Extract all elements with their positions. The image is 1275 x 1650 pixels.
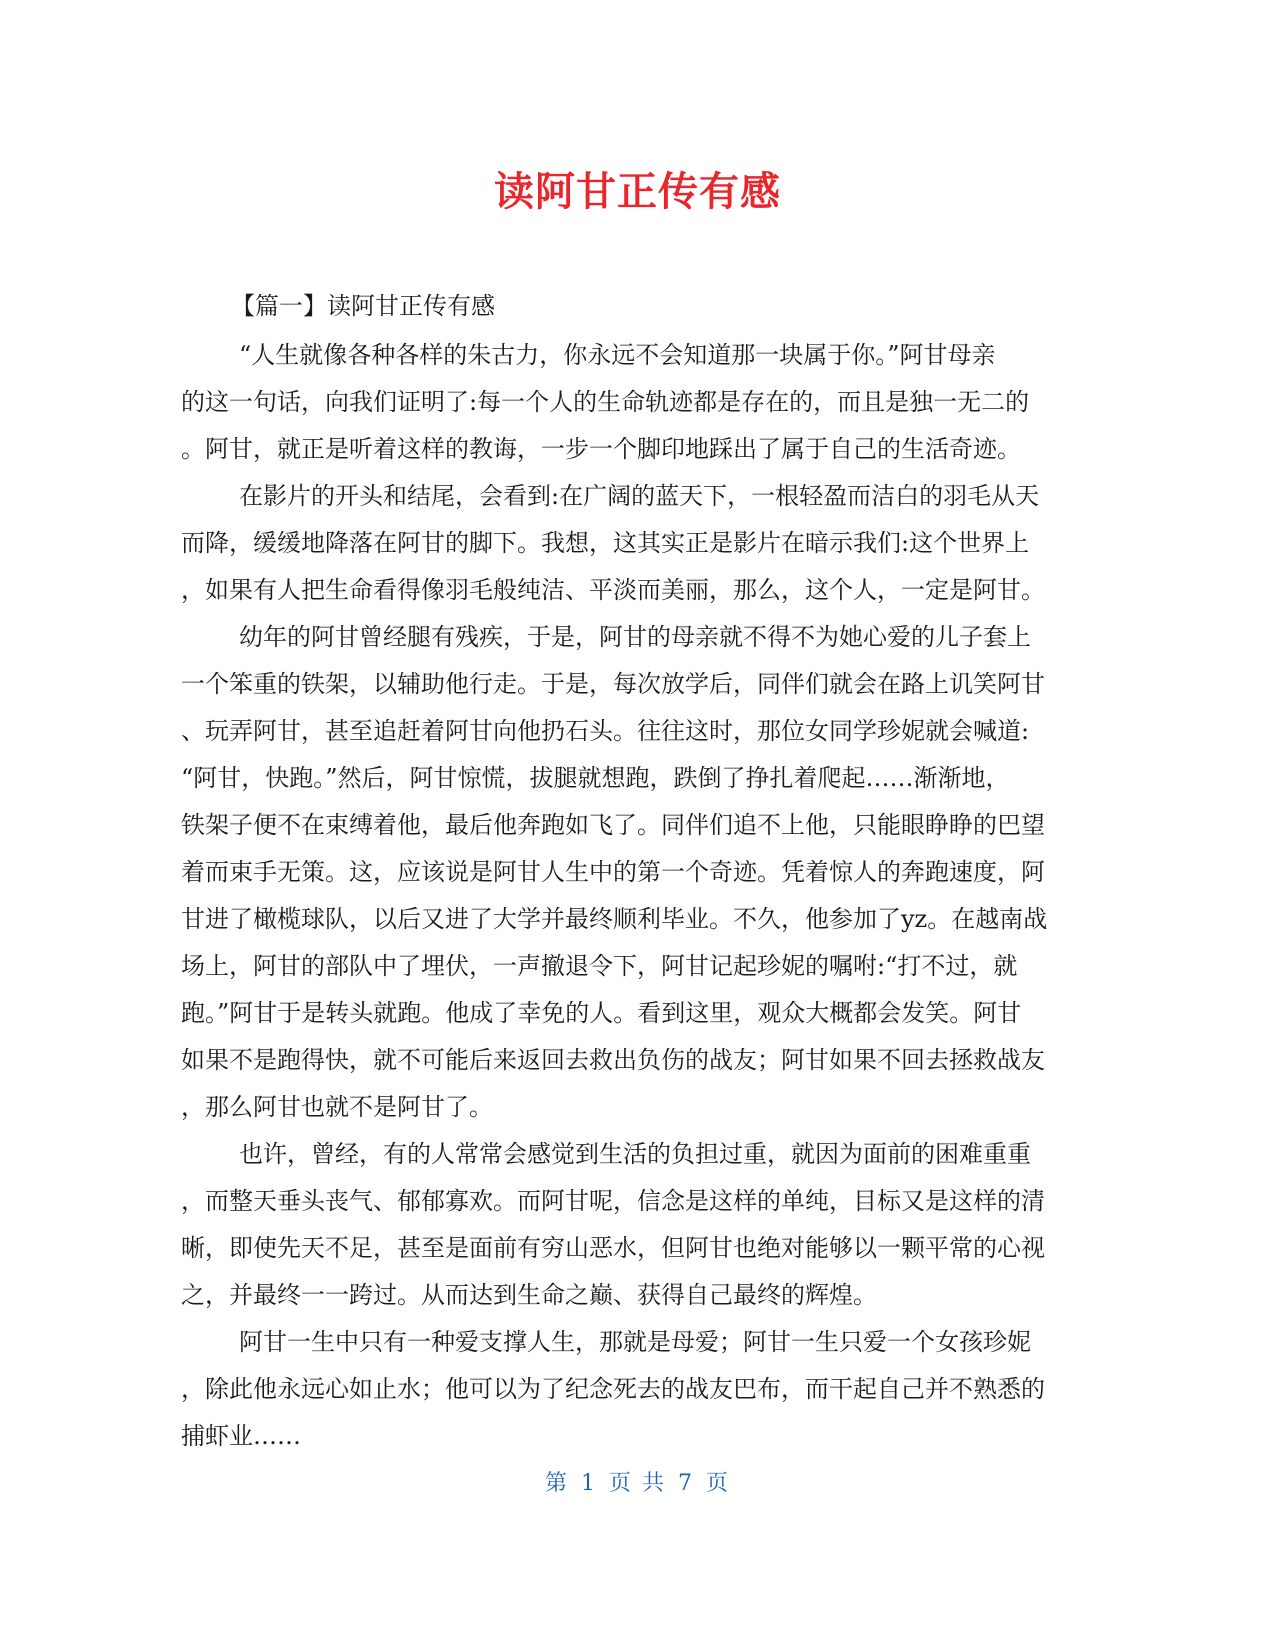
paragraph-line: 也许，曾经，有的人常常会感觉到生活的负担过重，就因为面前的困难重重 [239,1140,1031,1168]
paragraph-line: 着而束手无策。这，应该说是阿甘人生中的第一个奇迹。凭着惊人的奔跑速度，阿 [181,858,1045,886]
paragraph-line: 、玩弄阿甘，甚至追赶着阿甘向他扔石头。往往这时，那位女同学珍妮就会喊道: [181,717,1030,745]
paragraph-line: 如果不是跑得快，就不可能后来返回去救出负伤的战友；阿甘如果不回去拯救战友 [181,1046,1045,1074]
paragraph-3 [181,614,1081,1131]
page-number-footer [0,1466,1275,1497]
paragraph-line: “人生就像各种各样的朱古力，你永远不会知道那一块属于你。”阿甘母亲 [239,341,996,369]
paragraph-line: 捕虾业…… [181,1422,301,1450]
paragraph-line: “阿甘，快跑。”然后，阿甘惊慌，拔腿就想跑，跌倒了挣扎着爬起……渐渐地， [181,764,1010,792]
paragraph-line: ，除此他永远心如止水；他可以为了纪念死去的战友巴布，而干起自己并不熟悉的 [181,1375,1045,1403]
paragraph-line: 阿甘一生中只有一种爱支撑人生，那就是母爱；阿甘一生只爱一个女孩珍妮 [239,1328,1031,1356]
footer-current-page: 1 [581,1471,597,1496]
footer-total-pages: 7 [678,1471,694,1496]
paragraph-line: ，而整天垂头丧气、郁郁寡欢。而阿甘呢，信念是这样的单纯，目标又是这样的清 [181,1187,1045,1215]
paragraph-line: 跑。”阿甘于是转头就跑。他成了幸免的人。看到这里，观众大概都会发笑。阿甘 [181,999,1022,1027]
paragraph-line: 之，并最终一一跨过。从而达到生命之巅、获得自己最终的辉煌。 [181,1281,877,1309]
paragraph-2 [181,473,1081,614]
footer-word-of: 页 共 [609,1471,666,1496]
paragraph-line: 铁架子便不在束缚着他，最后他奔跑如飞了。同伴们追不上他，只能眼睁睁的巴望 [181,811,1045,839]
paragraph-line: ，如果有人把生命看得像羽毛般纯洁、平淡而美丽，那么，这个人，一定是阿甘。 [181,576,1045,604]
paragraph-line: 而降，缓缓地降落在阿甘的脚下。我想，这其实正是影片在暗示我们:这个世界上 [181,529,1030,557]
paragraph-1 [181,332,1081,473]
document-body [181,283,1081,1460]
paragraph-line: 在影片的开头和结尾，会看到:在广阔的蓝天下，一根轻盈而洁白的羽毛从天 [239,482,1040,510]
paragraph-4 [181,1131,1081,1319]
paragraph-line: 场上，阿甘的部队中了埋伏，一声撤退令下，阿甘记起珍妮的嘱咐:“打不过，就 [181,952,1018,980]
paragraph-5 [181,1319,1081,1460]
paragraph-line: 甘进了橄榄球队，以后又进了大学并最终顺利毕业。不久，他参加了yz。在越南战 [181,905,1048,933]
footer-word-end: 页 [706,1471,731,1496]
paragraph-line: 一个笨重的铁架，以辅助他行走。于是，每次放学后，同伴们就会在路上讥笑阿甘 [181,670,1045,698]
paragraph-line: ，那么阿甘也就不是阿甘了。 [181,1093,493,1121]
document-title: 读阿甘正传有感 [494,169,781,215]
paragraph-line: 晰，即使先天不足，甚至是面前有穷山恶水，但阿甘也绝对能够以一颗平常的心视 [181,1234,1045,1262]
footer-word-page: 第 [544,1471,569,1496]
paragraph-line: 幼年的阿甘曾经腿有残疾，于是，阿甘的母亲就不得不为她心爱的儿子套上 [239,623,1031,651]
paragraph-line: 的这一句话，向我们证明了:每一个人的生命轨迹都是存在的，而且是独一无二的 [181,388,1030,416]
section-heading: 【篇一】读阿甘正传有感 [231,292,495,320]
paragraph-line: 。阿甘，就正是听着这样的教诲，一步一个脚印地踩出了属于自己的生活奇迹。 [181,435,1021,463]
